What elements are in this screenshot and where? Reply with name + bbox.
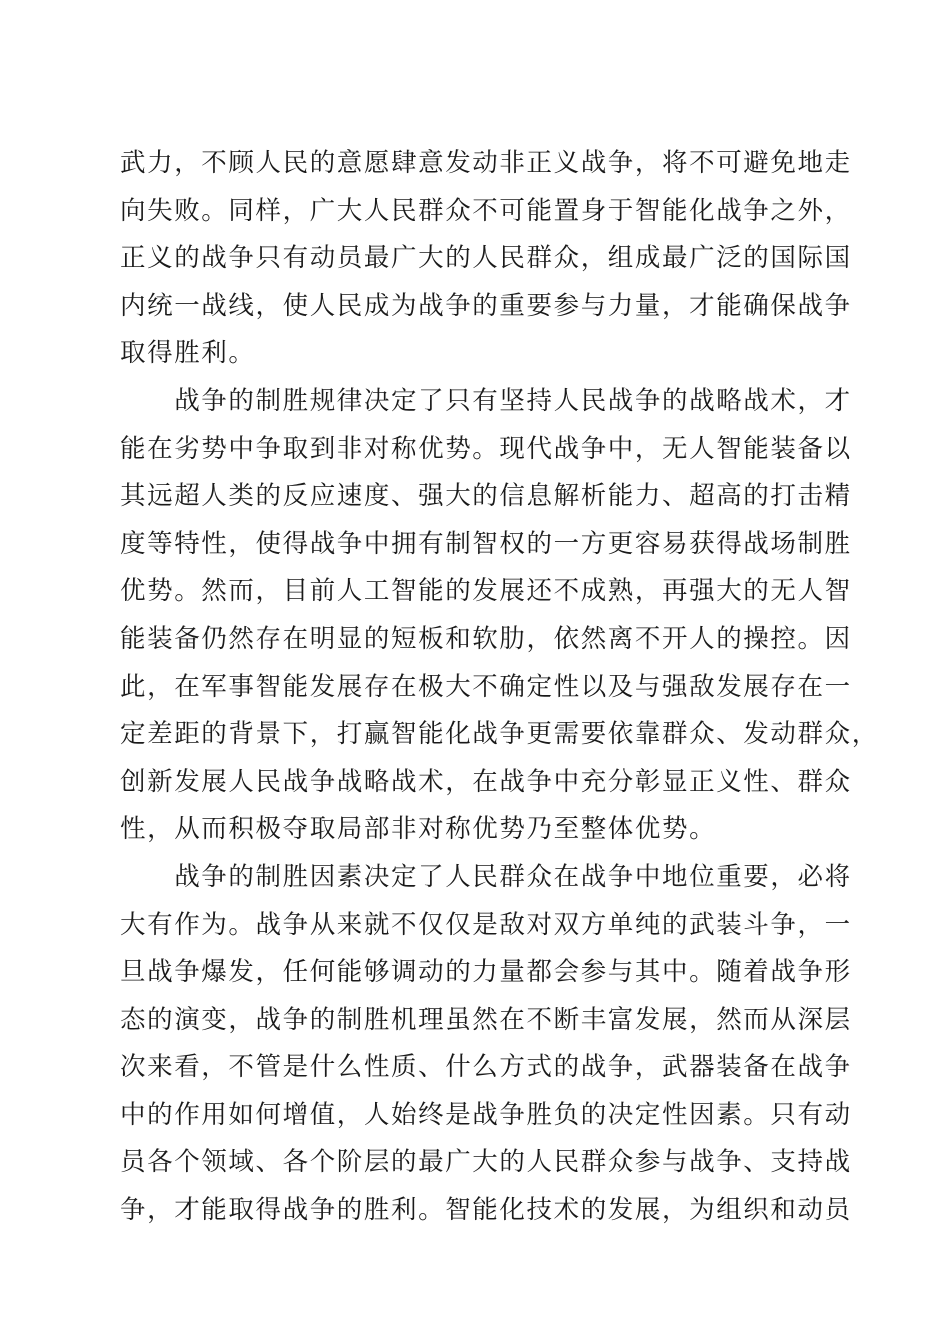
text-line: 能装备仍然存在明显的短板和软肋，依然离不开人的操控。因 (120, 623, 852, 654)
text-line: 能在劣势中争取到非对称优势。现代战争中，无人智能装备以 (120, 433, 852, 464)
text-line: 武力，不顾人民的意愿肆意发动非正义战争，将不可避免地走 (120, 148, 852, 178)
body-text (120, 140, 879, 1235)
text-line: 度等特性，使得战争中拥有制智权的一方更容易获得战场制胜 (120, 528, 852, 559)
text-line: 态的演变，战争的制胜机理虽然在不断丰富发展，然而从深层 (120, 1004, 852, 1035)
paragraph-1 (120, 140, 852, 378)
text-line: 其远超人类的反应速度、强大的信息解析能力、超高的打击精 (120, 481, 852, 512)
text-line: 正义的战争只有动员最广大的人民群众，组成最广泛的国际国 (120, 243, 852, 274)
text-line: 优势。然而，目前人工智能的发展还不成熟，再强大的无人智 (120, 576, 852, 607)
text-line: 次来看，不管是什么性质、什么方式的战争，武器装备在战争 (120, 1052, 852, 1083)
text-line: 取得胜利。 (120, 338, 256, 369)
text-line: 创新发展人民战争战略战术，在战争中充分彰显正义性、群众 (120, 766, 852, 797)
text-line: 战争的制胜规律决定了只有坚持人民战争的战略战术，才 (120, 385, 852, 416)
text-line: 此，在军事智能发展存在极大不确定性以及与强敌发展存在一 (120, 671, 852, 702)
text-line: 旦战争爆发，任何能够调动的力量都会参与其中。随着战争形 (120, 957, 852, 988)
text-line: 向失败。同样，广大人民群众不可能置身于智能化战争之外， (120, 195, 852, 226)
text-line: 性，从而积极夺取局部非对称优势乃至整体优势。 (120, 814, 717, 845)
text-line: 中的作用如何增值，人始终是战争胜负的决定性因素。只有动 (120, 1099, 852, 1130)
paragraph-3 (120, 854, 852, 1235)
text-line: 内统一战线，使人民成为战争的重要参与力量，才能确保战争 (120, 290, 852, 321)
text-line: 员各个领域、各个阶层的最广大的人民群众参与战争、支持战 (120, 1147, 852, 1178)
text-line: 战争的制胜因素决定了人民群众在战争中地位重要，必将 (120, 861, 852, 892)
paragraph-2 (120, 378, 879, 854)
text-line: 大有作为。战争从来就不仅仅是敌对双方单纯的武装斗争，一 (120, 909, 852, 940)
text-line: 争，才能取得战争的胜利。智能化技术的发展，为组织和动员 (120, 1195, 852, 1226)
text-line: 定差距的背景下，打赢智能化战争更需要依靠群众、发动群众， (120, 719, 879, 750)
